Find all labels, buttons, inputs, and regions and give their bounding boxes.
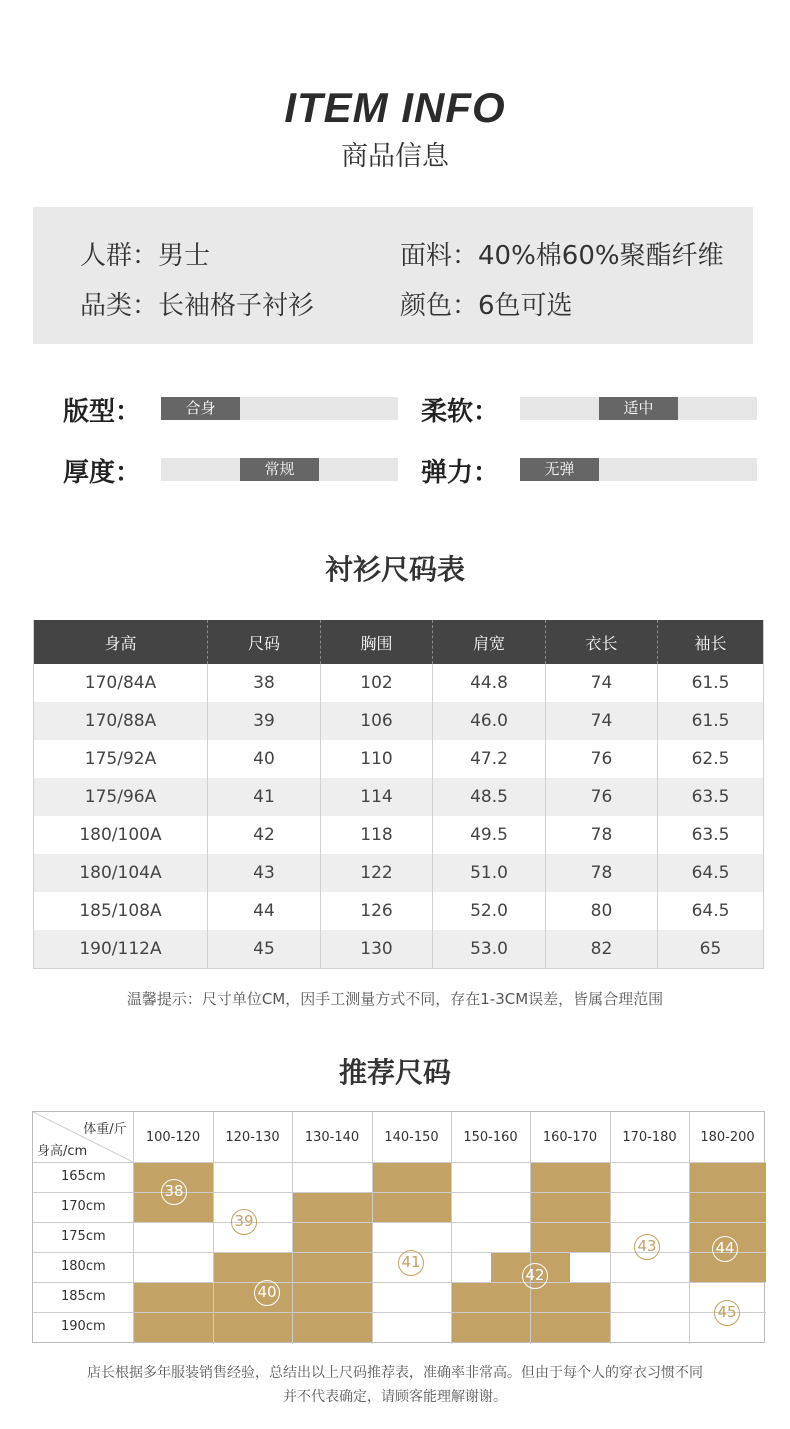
col-header-shoulder: 肩宽: [433, 620, 546, 664]
table-cell: 80: [546, 892, 658, 930]
size-circle-40: 40: [254, 1280, 280, 1306]
table-cell: 106: [321, 702, 433, 740]
table-cell: 48.5: [433, 778, 546, 816]
table-cell: 52.0: [433, 892, 546, 930]
table-cell: 76: [546, 740, 658, 778]
table-cell: 175/96A: [34, 778, 208, 816]
col-header-chest: 胸围: [321, 620, 433, 664]
table-cell: 51.0: [433, 854, 546, 892]
soft-value: 适中: [599, 397, 678, 420]
footer-line2: 并不代表确定，请顾客能理解谢谢。: [283, 1389, 507, 1405]
table-cell: 61.5: [658, 702, 764, 740]
height-label: 185cm: [61, 1289, 106, 1304]
weight-header: 100-120: [145, 1130, 201, 1145]
recommend-title: 推荐尺码: [338, 1056, 451, 1089]
height-label: 165cm: [61, 1169, 106, 1184]
table-cell: 78: [546, 816, 658, 854]
color-text: 颜色：6色可选: [400, 291, 573, 321]
category-text: 品类：长袖格子衬衫: [80, 291, 315, 321]
table-row: [34, 816, 764, 854]
table-row: [34, 892, 764, 930]
fit-label: 版型：: [63, 397, 142, 427]
table-cell: 175/92A: [34, 740, 208, 778]
size-circle-44: 44: [712, 1236, 738, 1262]
table-cell: 38: [208, 664, 321, 702]
size-circle-38: 38: [161, 1179, 187, 1205]
size-table-title: 衬衫尺码表: [324, 553, 465, 586]
footer-line1: 店长根据多年服装销售经验，总结出以上尺码推荐表，准确率非常高。但由于每个人的穿衣习惯不同: [87, 1365, 703, 1381]
table-cell: 114: [321, 778, 433, 816]
table-cell: 126: [321, 892, 433, 930]
height-label: 175cm: [61, 1229, 106, 1244]
weight-header: 160-170: [542, 1130, 598, 1145]
table-cell: 170/88A: [34, 702, 208, 740]
table-cell: 42: [208, 816, 321, 854]
thick-bar: [161, 458, 398, 481]
weight-header: 170-180: [622, 1130, 677, 1145]
size-note: 温馨提示：尺寸单位CM，因手工测量方式不同，存在1-3CM误差，皆属合理范围: [126, 990, 664, 1008]
stretch-value: 无弹: [520, 458, 599, 481]
table-cell: 43: [208, 854, 321, 892]
size-circle-43: 43: [634, 1234, 660, 1260]
height-label: 180cm: [61, 1259, 106, 1274]
soft-label: 柔软：: [421, 397, 500, 427]
thick-value: 常规: [240, 458, 319, 481]
col-header-length: 衣长: [546, 620, 658, 664]
table-row: [34, 740, 764, 778]
weight-header: 180-200: [700, 1130, 755, 1145]
table-cell: 130: [321, 930, 433, 968]
size-circle-41: 41: [398, 1250, 424, 1276]
recommend-grid: [32, 1111, 765, 1343]
table-cell: 49.5: [433, 816, 546, 854]
weight-header: 140-150: [384, 1130, 439, 1145]
table-cell: 46.0: [433, 702, 546, 740]
table-cell: 65: [658, 930, 764, 968]
table-row: [34, 778, 764, 816]
table-cell: 41: [208, 778, 321, 816]
table-cell: 44: [208, 892, 321, 930]
weight-header: 120-130: [225, 1130, 280, 1145]
table-cell: 63.5: [658, 778, 764, 816]
weight-header: 150-160: [463, 1130, 518, 1145]
size-circle-39: 39: [231, 1209, 257, 1235]
fit-value: 合身: [161, 397, 240, 420]
table-row: [34, 854, 764, 892]
thick-label: 厚度：: [63, 458, 142, 488]
table-row: [34, 930, 764, 968]
table-cell: 76: [546, 778, 658, 816]
table-cell: 110: [321, 740, 433, 778]
table-cell: 78: [546, 854, 658, 892]
soft-bar: [520, 397, 757, 420]
size-table-header-row: [34, 620, 764, 664]
table-cell: 180/104A: [34, 854, 208, 892]
item-info-title: ITEM INFO: [284, 84, 506, 131]
table-cell: 82: [546, 930, 658, 968]
table-cell: 64.5: [658, 854, 764, 892]
table-cell: 180/100A: [34, 816, 208, 854]
table-cell: 47.2: [433, 740, 546, 778]
fit-bar: [161, 397, 398, 420]
table-cell: 190/112A: [34, 930, 208, 968]
stretch-label: 弹力：: [421, 458, 500, 488]
table-row: [34, 664, 764, 702]
col-header-height: 身高: [34, 620, 208, 664]
size-circle-42: 42: [522, 1263, 548, 1289]
table-cell: 62.5: [658, 740, 764, 778]
table-cell: 45: [208, 930, 321, 968]
table-cell: 122: [321, 854, 433, 892]
table-cell: 61.5: [658, 664, 764, 702]
table-cell: 53.0: [433, 930, 546, 968]
fabric-text: 面料：40%棉60%聚酯纤维: [400, 241, 724, 271]
height-label: 190cm: [61, 1319, 106, 1334]
crowd-text: 人群：男士: [80, 241, 211, 271]
stretch-bar: [520, 458, 757, 481]
height-label: 170cm: [61, 1199, 106, 1214]
table-cell: 44.8: [433, 664, 546, 702]
table-cell: 185/108A: [34, 892, 208, 930]
fill-130-140: [292, 1192, 372, 1342]
table-cell: 74: [546, 702, 658, 740]
table-cell: 118: [321, 816, 433, 854]
corner-height-label: 身高/cm: [37, 1144, 88, 1159]
table-row: [34, 702, 764, 740]
corner-weight-label: 体重/斤: [83, 1122, 127, 1137]
size-table: [33, 620, 764, 969]
item-info-subtitle: 商品信息: [341, 141, 449, 172]
info-box: [33, 207, 753, 344]
fill-160-170-top: [530, 1162, 610, 1252]
table-cell: 40: [208, 740, 321, 778]
weight-header: 130-140: [304, 1130, 360, 1145]
table-cell: 39: [208, 702, 321, 740]
table-cell: 170/84A: [34, 664, 208, 702]
size-circle-45: 45: [714, 1300, 740, 1326]
table-cell: 74: [546, 664, 658, 702]
fill-120-130: [213, 1252, 293, 1342]
table-cell: 63.5: [658, 816, 764, 854]
col-header-size: 尺码: [208, 620, 321, 664]
table-cell: 102: [321, 664, 433, 702]
col-header-sleeve: 袖长: [658, 620, 764, 664]
table-cell: 64.5: [658, 892, 764, 930]
